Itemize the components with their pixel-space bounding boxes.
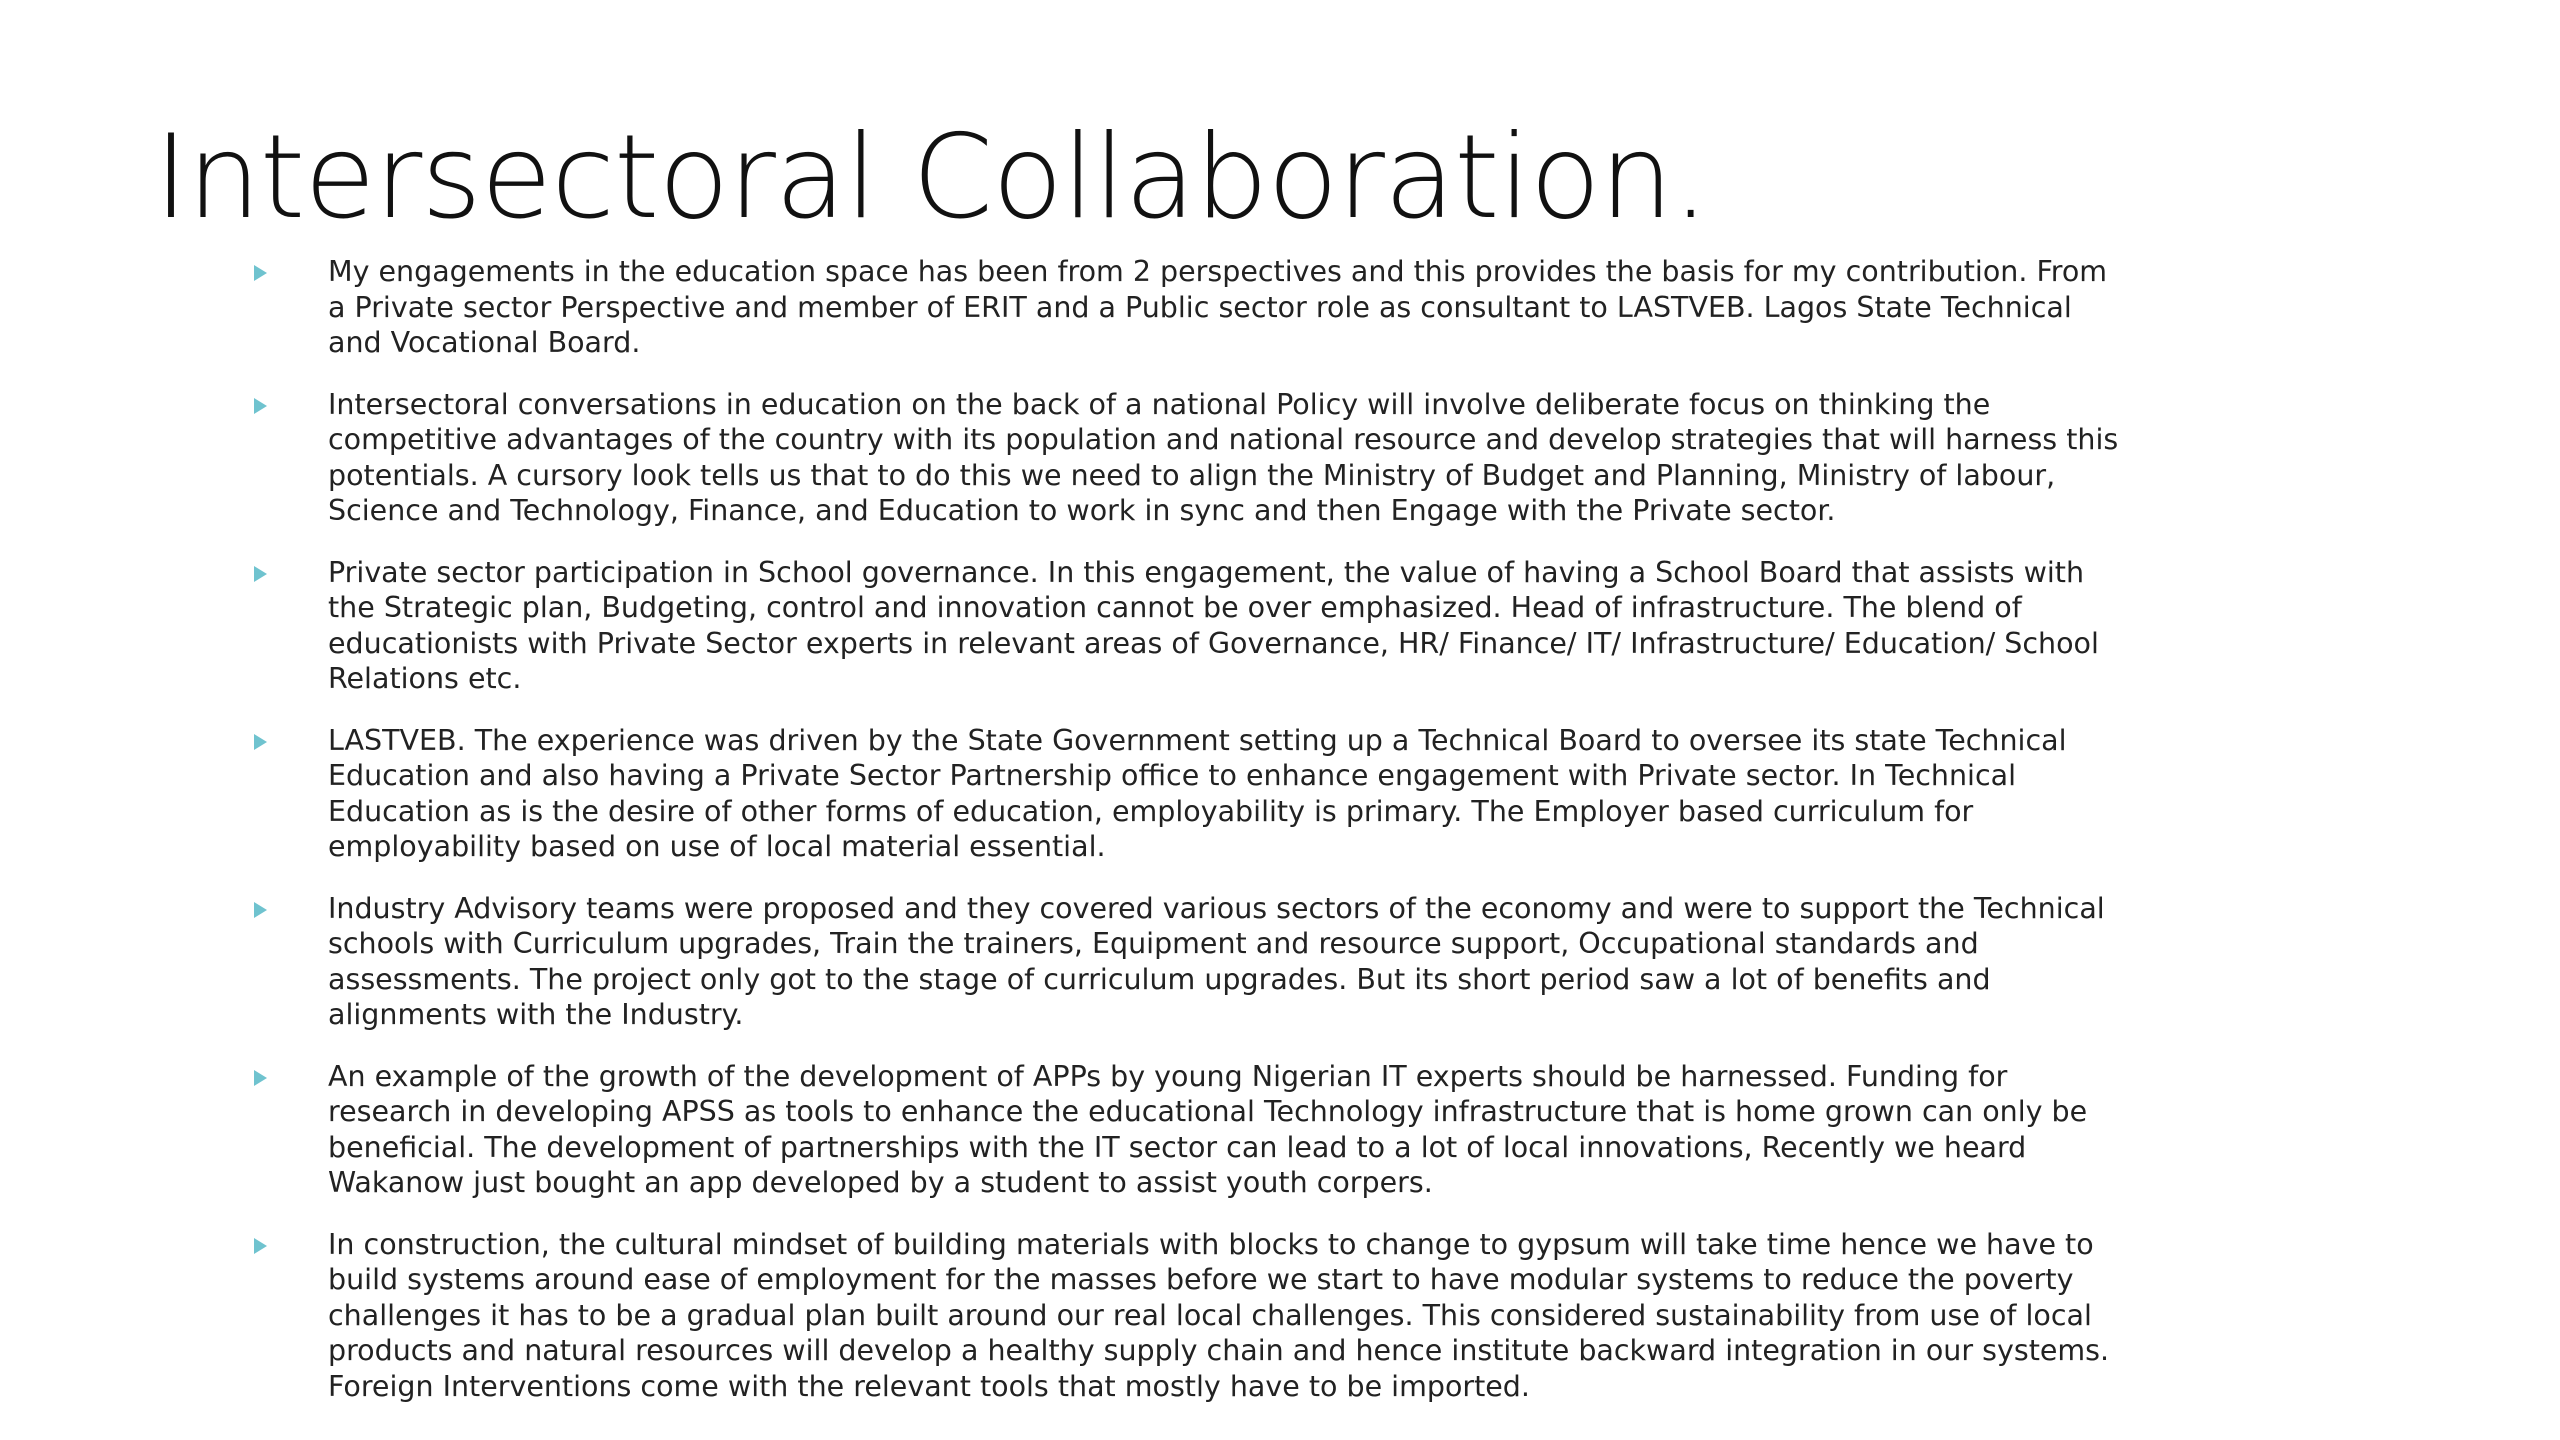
triangle-bullet-icon — [254, 1070, 267, 1086]
bullet-text: My engagements in the education space has been from 2 perspectives and this provides the basis for my contribution. From a Private sector Perspective and member of ERIT and a Public sector role as consultant to LASTVEB. Lagos State Technical and Vocational Board. — [328, 255, 2108, 359]
triangle-bullet-icon — [254, 734, 267, 750]
bullet-item — [248, 555, 2128, 697]
bullet-item — [248, 723, 2128, 865]
bullet-list — [248, 254, 2128, 1430]
bullet-item — [248, 387, 2128, 529]
triangle-bullet-icon — [254, 566, 267, 582]
bullet-text: In construction, the cultural mindset of building materials with blocks to change to gypsum will take time hence we have to build systems around ease of employment for the masses before we start to have modular systems to reduce the poverty challenges it has to be a gradual plan built around our real local challenges. This considered sustainability from use of local products and natural resources will develop a healthy supply chain and hence institute backward integration in our systems. Foreign Interventions come with the relevant tools that mostly have to be imported. — [328, 1227, 2110, 1403]
bullet-text: Intersectoral conversations in education on the back of a national Policy will involve deliberate focus on thinking the competitive advantages of the country with its population and national resource and develop strategies that will harness this potentials. A cursory look tells us that to do this we need to align the Ministry of Budget and Planning, Ministry of labour, Science and Technology, Finance, and Education to work in sync and then Engage with the Private sector. — [328, 387, 2119, 527]
bullet-text: Industry Advisory teams were proposed and they covered various sectors of the economy and were to support the Technical schools with Curriculum upgrades, Train the trainers, Equipment and resource support, Occupational standards and assessments. The project only got to the stage of curriculum upgrades. But its short period saw a lot of benefits and alignments with the Industry. — [328, 891, 2105, 1031]
bullet-item — [248, 1227, 2128, 1405]
triangle-bullet-icon — [254, 1238, 267, 1254]
bullet-item — [248, 1059, 2128, 1201]
bullet-text: An example of the growth of the development of APPs by young Nigerian IT experts should be harnessed. Funding for research in developing APSS as tools to enhance the educational Technology infrastructure that is home grown can only be beneficial. The development of partnerships with the IT sector can lead to a lot of local innovations, Recently we heard Wakanow just bought an app developed by a student to assist youth corpers. — [328, 1059, 2088, 1199]
triangle-bullet-icon — [254, 265, 267, 281]
bullet-text: LASTVEB. The experience was driven by the State Government setting up a Technical Board to oversee its state Technical Education and also having a Private Sector Partnership office to enhance engagement with Private sector. In Technical Education as is the desire of other forms of education, employability is primary. The Employer based curriculum for employability based on use of local material essential. — [328, 723, 2067, 863]
bullet-text: Private sector participation in School governance. In this engagement, the value of having a School Board that assists with the Strategic plan, Budgeting, control and innovation cannot be over emphasized. Head of infrastructure. The blend of educationists with Private Sector experts in relevant areas of Governance, HR/ Finance/ IT/ Infrastructure/ Education/ School Relations etc. — [328, 555, 2099, 695]
slide-title: Intersectoral Collaboration. — [154, 110, 1709, 245]
triangle-bullet-icon — [254, 398, 267, 414]
bullet-item — [248, 891, 2128, 1033]
bullet-item — [248, 254, 2128, 361]
triangle-bullet-icon — [254, 902, 267, 918]
